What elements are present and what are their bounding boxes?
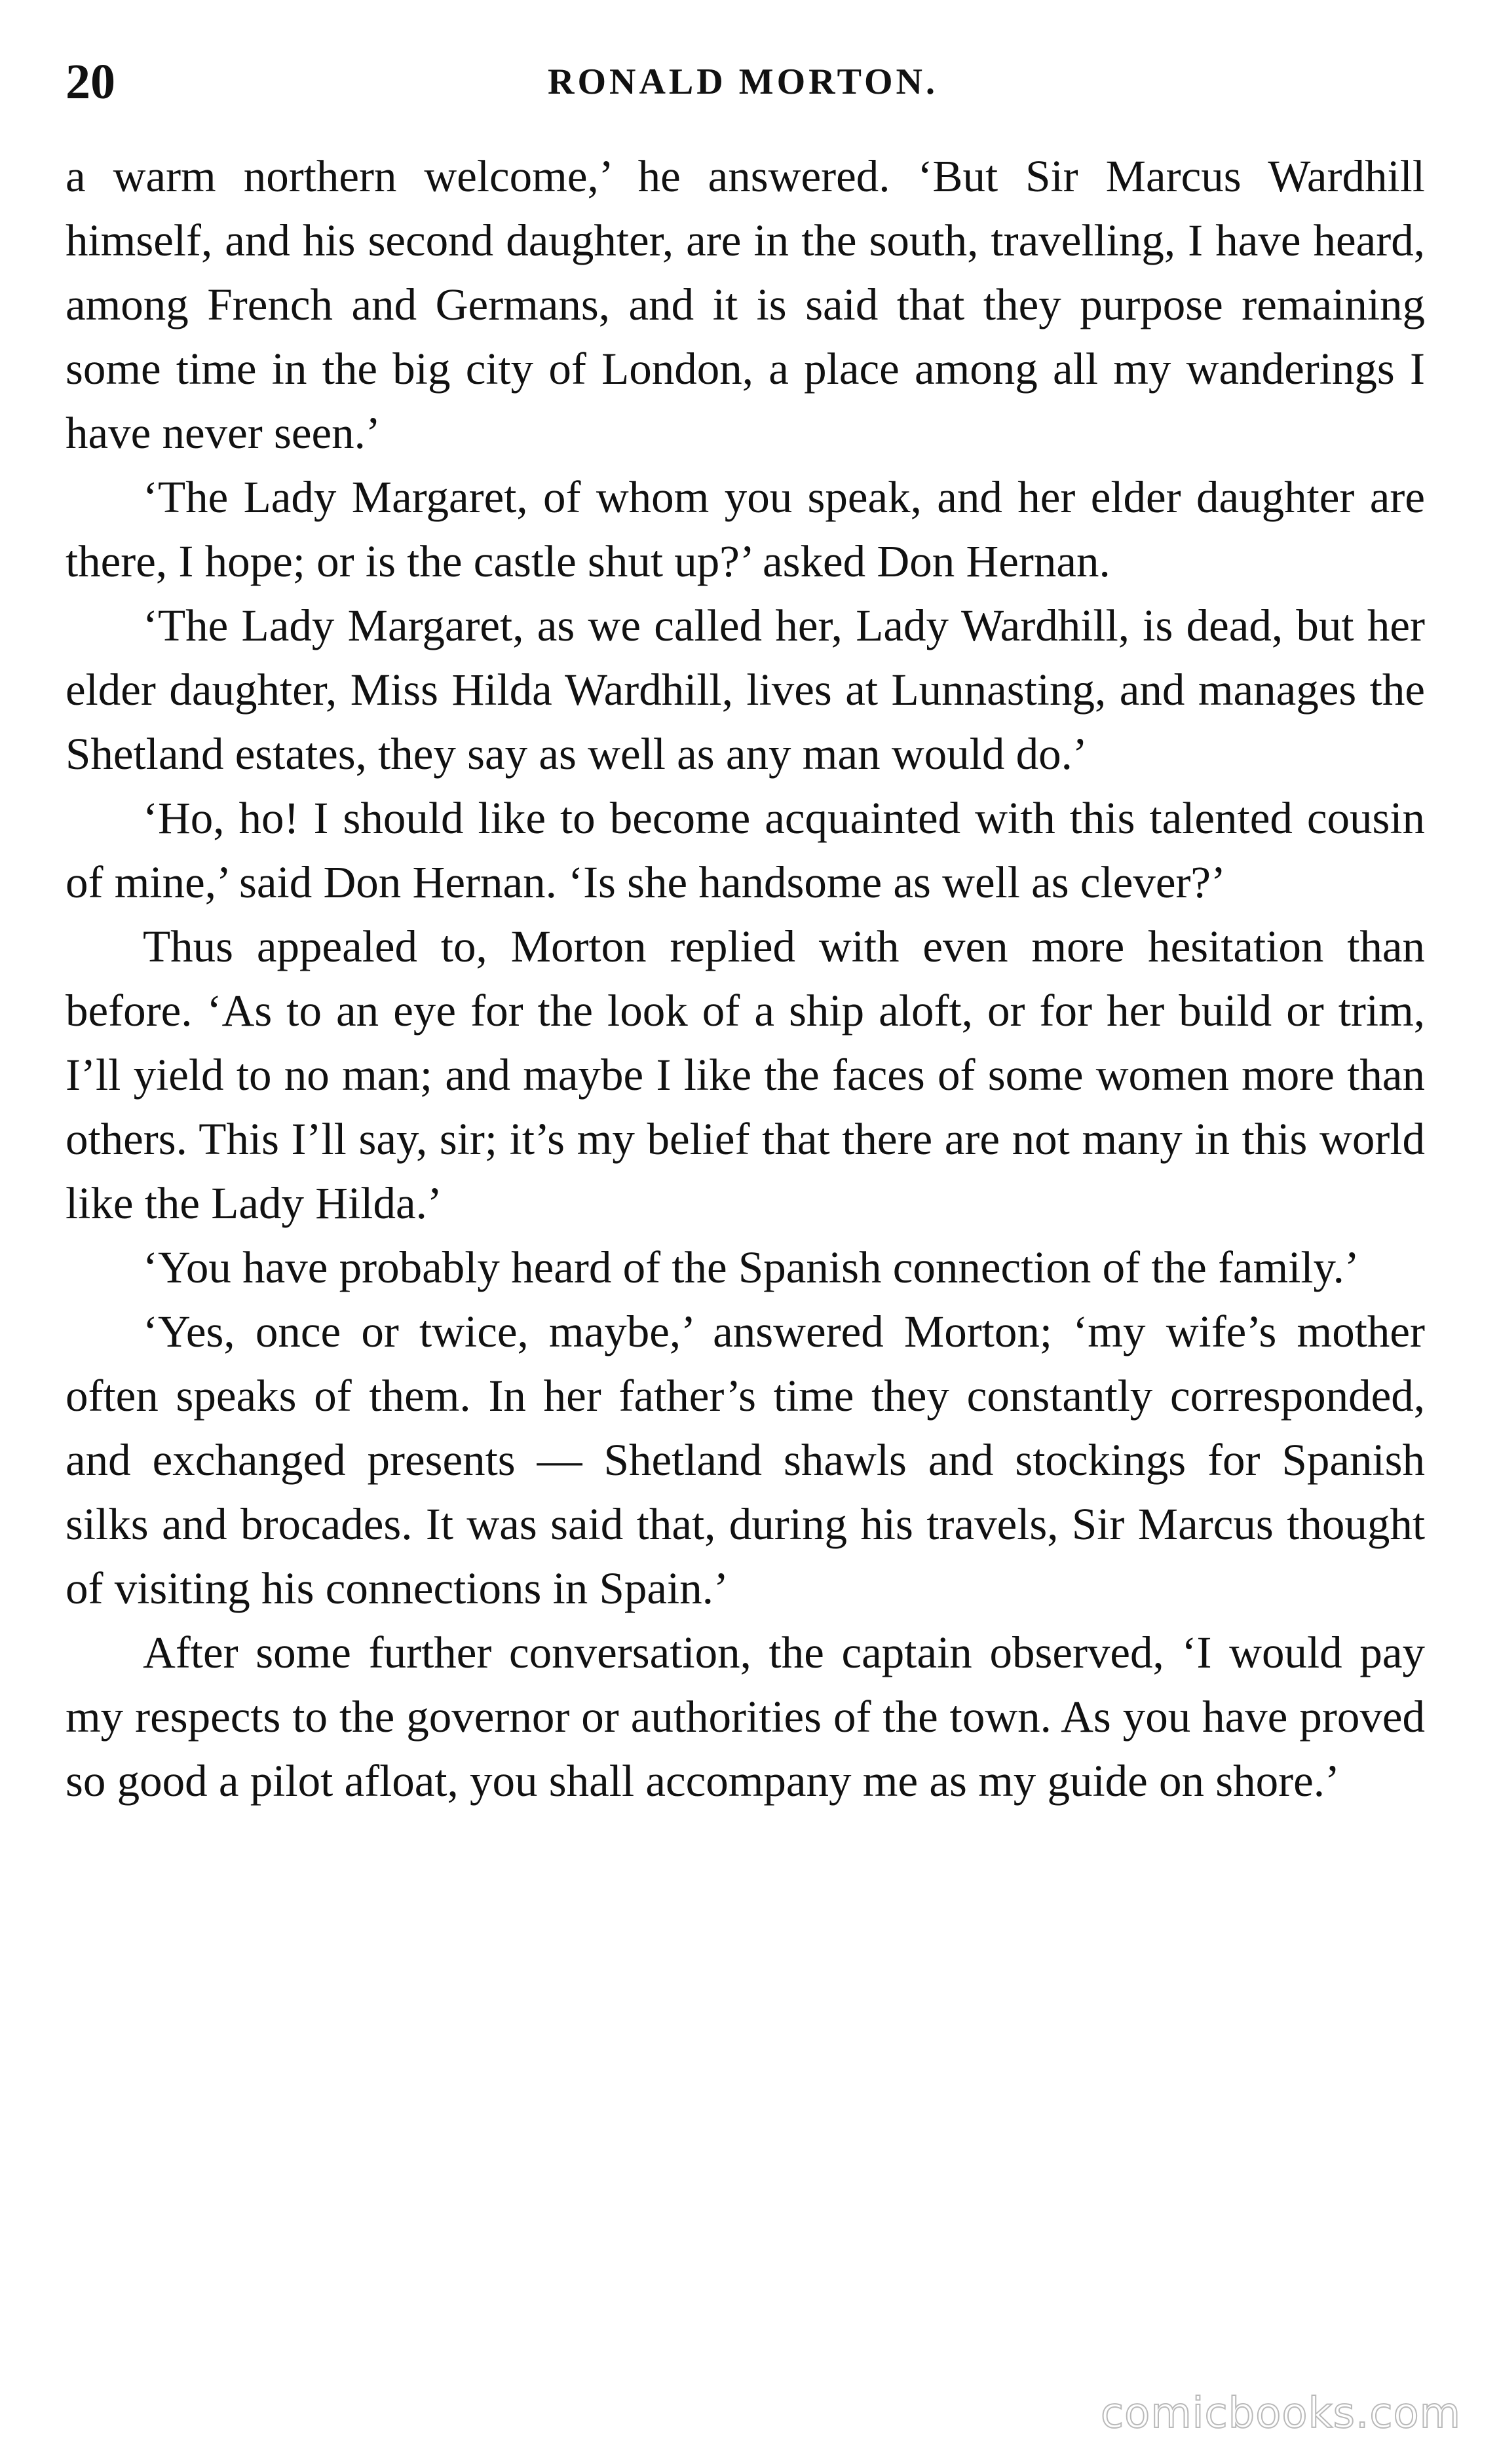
paragraph: ‘Ho, ho! I should like to become acquainted with this talented cousin of mine,’ said Don Hernan. ‘Is she handsome as well as clever?’	[66, 793, 1425, 907]
paragraph: ‘The Lady Margaret, of whom you speak, and her elder daughter are there, I hope; or is the castle shut up?’ asked Don Hernan.	[66, 472, 1425, 586]
paragraph: Thus appealed to, Morton replied with even more hesitation than before. ‘As to an eye for the look of a ship aloft, or for her build or trim, I’ll yield to no man; and maybe I like the faces of some women more than others. This I’ll say, sir; it’s my belief that there are not many in this world like the Lady Hilda.’	[66, 922, 1425, 1228]
running-title: RONALD MORTON.	[548, 62, 938, 102]
running-head	[66, 46, 1420, 118]
paragraph: ‘You have probably heard of the Spanish connection of the family.’	[143, 1242, 1359, 1292]
watermark: comicbooks.com	[1100, 2389, 1461, 2438]
paragraph: ‘The Lady Margaret, as we called her, Lady Wardhill, is dead, but her elder daughter, Miss Hilda Wardhill, lives at Lunnasting, and manages the Shetland estates, they say as well as any man would do.’	[66, 601, 1425, 779]
paragraph: After some further conversation, the captain observed, ‘I would pay my respects to the governor or authorities of the town. As you have proved so good a pilot afloat, you shall accompany me as my guide on shore.’	[66, 1628, 1425, 1806]
paragraph-continued: a warm northern welcome,’ he answered. ‘But Sir Marcus Wardhill himself, and his second daughter, are in the south, travelling, I have heard, among French and Germans, and it is said that they purpose remaining some time in the big city of London, a place among all my wanderings I have never seen.’	[66, 151, 1425, 458]
paragraph: ‘Yes, once or twice, maybe,’ answered Morton; ‘my wife’s mother often speaks of them. In her father’s time they constantly corresponded, and exchanged presents — Shetland shawls and stockings for Spanish silks and brocades. It was said that, during his travels, Sir Marcus thought of visiting his connections in Spain.’	[66, 1307, 1425, 1613]
page-number: 20	[66, 54, 115, 109]
body-text	[66, 144, 1425, 1813]
